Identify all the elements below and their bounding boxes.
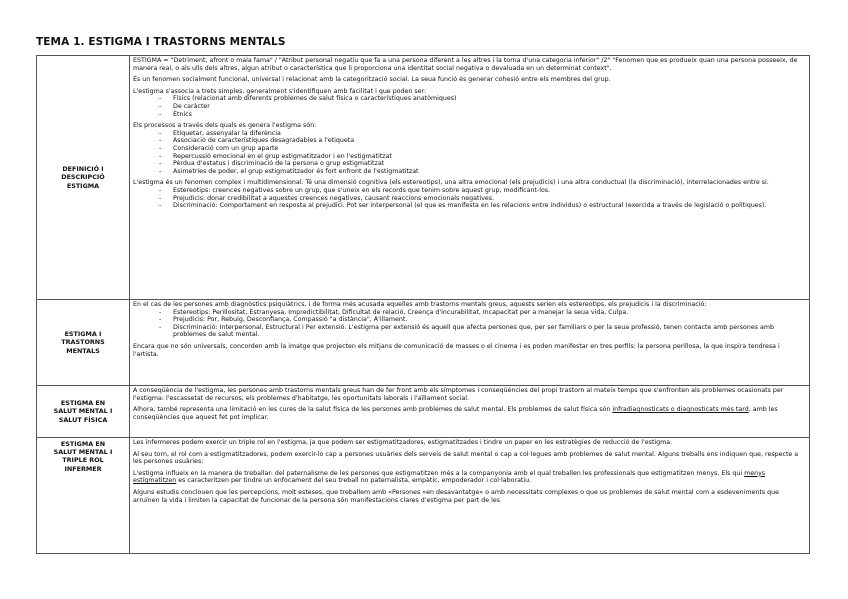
- bullet-list: [133, 95, 806, 118]
- row-label-trastorns: ESTIGMA I TRASTORNS MENTALS: [37, 300, 130, 386]
- document-title: TEMA 1. ESTIGMA I TRASTORNS MENTALS: [36, 36, 286, 48]
- row-content-trastorns: [130, 300, 810, 386]
- underlined-text: infradiagnosticats o diagnosticats més tard: [612, 406, 749, 414]
- row-content-salut-fisica: [130, 386, 810, 438]
- paragraph: L'estigma és un fenomen complex i multidimensional. Té una dimensió cognitiva (els estereotips), una altra emocional (els prejudicis) i una altra conductual (la discriminació), interrelacionades entre si.: [133, 179, 769, 187]
- paragraph: Al seu torn, el rol com a estigmatitzadores, podem exercir-lo cap a persones usuàries dels serveis de salut mental o cap a col·legues amb problemes de salut mental. Alguns treballs ens indiquen que, respecte a les persones usuàries:: [133, 450, 799, 466]
- list-item: - Associació de característiques desagradables a l'etiqueta: [159, 137, 806, 145]
- list-item: - Prejudicis: Por, Rebuig, Desconfiança, Compassió "a distància", A'illament.: [159, 316, 806, 324]
- paragraph: Les infermeres podem exercir un triple rol en l'estigma, ja que podem ser estigmatitzadores, estigmatitzades i tindre un paper en les estratègies de reducció de l'estigma.: [133, 439, 673, 446]
- paragraph: L'estigma s'associa a trets simples, generalment s'identifiquen amb facilitat i que poden ser:: [133, 87, 427, 95]
- list-item: - Asimetries de poder, el grup estigmatitzador és fort enfront de l'estigmatitzat: [159, 168, 806, 176]
- paragraph: ESTIGMA = "Detriment, afront o mala fama" / "Atribut personal negatiu que fa a una persona diferent a les altres i la torna d'una categoria inferior" /2" "Fenomen que es produeix quan una persona posseeix, de manera real, o als ulls dels altres, algun atribut o característica que li proporciona una identitat social negativa o devaluada en un determinat context".: [133, 57, 798, 72]
- paragraph: A conseqüència de l'estigma, les persones amb trastorns mentals greus han de fer front amb els símptomes i conseqüències del propi trastorn al mateix temps que s'enfronten als problemes ocasionats per l'estigma: l'escassetat de recursos, els problemes d'habitatge, les oportunitats laborals i l'aïllament social.: [133, 387, 784, 402]
- list-item: - Pèrdua d'estatus i discriminació de la persona o grup estigmatitzat: [159, 160, 806, 168]
- list-item: - Repercussió emocional en el grup estigmatitzador i en l'estigmatitzat: [159, 153, 806, 161]
- row-content-triple-rol: [130, 438, 810, 554]
- list-item: - Estereotips: Perillositat, Estranyesa, Impredictibilitat, Dificultat de relació, Creença d'incurabilitat, Incapacitat per a manejar la seua vida, Culpa.: [159, 309, 806, 317]
- table-row: [37, 438, 810, 554]
- paragraph: L'estigma influeix en la manera de treballar: del paternalisme de les persones que estigmatitzen més a la companyonia amb el qual treballen les professionals que estigmatitzen menys. Els qui menys estigmatitzen es caracteritzen per tindre un enfocament del seu treball no paternalista, empàtic, empoderador i col·laboratiu.: [133, 469, 766, 485]
- list-item: - Físics (relacionat amb diferents problemes de salut física o característiques anatòmiques): [159, 95, 806, 103]
- row-label-triple-rol: ESTIGMA EN SALUT MENTAL I TRIPLE ROL INFERMER: [37, 438, 130, 554]
- list-item: - Estereotips: creences negatives sobre un grup, que s'uneix en els records que tenim sobre aquest grup, modificant-los.: [159, 187, 806, 195]
- bullet-list: [133, 309, 806, 339]
- bullet-list: [133, 130, 806, 176]
- underlined-text: menys estigmatitzen: [133, 469, 766, 485]
- list-item: - Etiquetar, assenyalar la diferència: [159, 130, 806, 138]
- list-item: - Consideració com un grup aparte: [159, 145, 806, 153]
- row-content-definicio: [130, 56, 810, 300]
- paragraph: És un fenomen socialment funcional, universal i relacionat amb la categorització social. La seua funció és generar cohesió entre els membres del grup.: [133, 76, 611, 84]
- topic-table: [36, 55, 810, 554]
- paragraph: Encara que no són universals, concorden amb la imatge que projecten els mitjans de comunicació de masses o el cinema i es poden manifestar en tres perfils: la persona perillosa, la que inspira tendresa i l'artista.: [133, 342, 780, 358]
- list-item: - Prejudicis: donar credibilitat a aquestes creences negatives, causant reaccions emocionals negatives.: [159, 195, 806, 203]
- paragraph: Els processos a través dels quals es genera l'estigma són:: [133, 122, 317, 130]
- bullet-list: [133, 187, 806, 210]
- list-item: - De caràcter: [159, 103, 806, 111]
- table-row: [37, 56, 810, 300]
- list-item: - Discriminació: Comportament en resposta al prejudici. Pot ser interpersonal (el que es manifesta en les relacions entre individus) o estructural (exercida a través de legislació o polítiques).: [159, 202, 806, 210]
- paragraph: Alhora, també representa una limitació en les cures de la salut física de les persones amb problemes de salut mental. Els problemes de salut física són infradiagnosticats o diagnosticats més tard, amb les conseqüències que aquest fet pot implicar.: [133, 406, 778, 421]
- table-row: [37, 386, 810, 438]
- list-item: - Discriminació: Interpersonal, Estructural i Per extensió. L'estigma per extensió és aquell que afecta persones que, per ser familiars o per la seua professió, tenen contacte amb persones amb problemes de salut mental.: [159, 324, 806, 339]
- paragraph: En el cas de les persones amb diagnòstics psiquiàtrics, i de forma més acusada aquelles amb trastorns mentals greus, aquests serien els estereotips, els prejudicis i la discriminació:: [133, 301, 707, 308]
- list-item: - Ètnics: [159, 111, 806, 119]
- paragraph: Alguns estudis conclouen que les percepcions, molt esteses, que treballem amb «Persones «en desavantatge» o amb necessitats complexes o que us problemes de salut mental com a esdeveniments que arruïnen la vida i limiten la capacitat de funcionar de la persona són manifestacions clares d'estigma per part de les: [133, 488, 779, 504]
- row-label-salut-fisica: ESTIGMA EN SALUT MENTAL I SALUT FÍSICA: [37, 386, 130, 438]
- table-row: [37, 300, 810, 386]
- row-label-definicio: DEFINICIÓ I DESCRIPCIÓ ESTIGMA: [37, 56, 130, 300]
